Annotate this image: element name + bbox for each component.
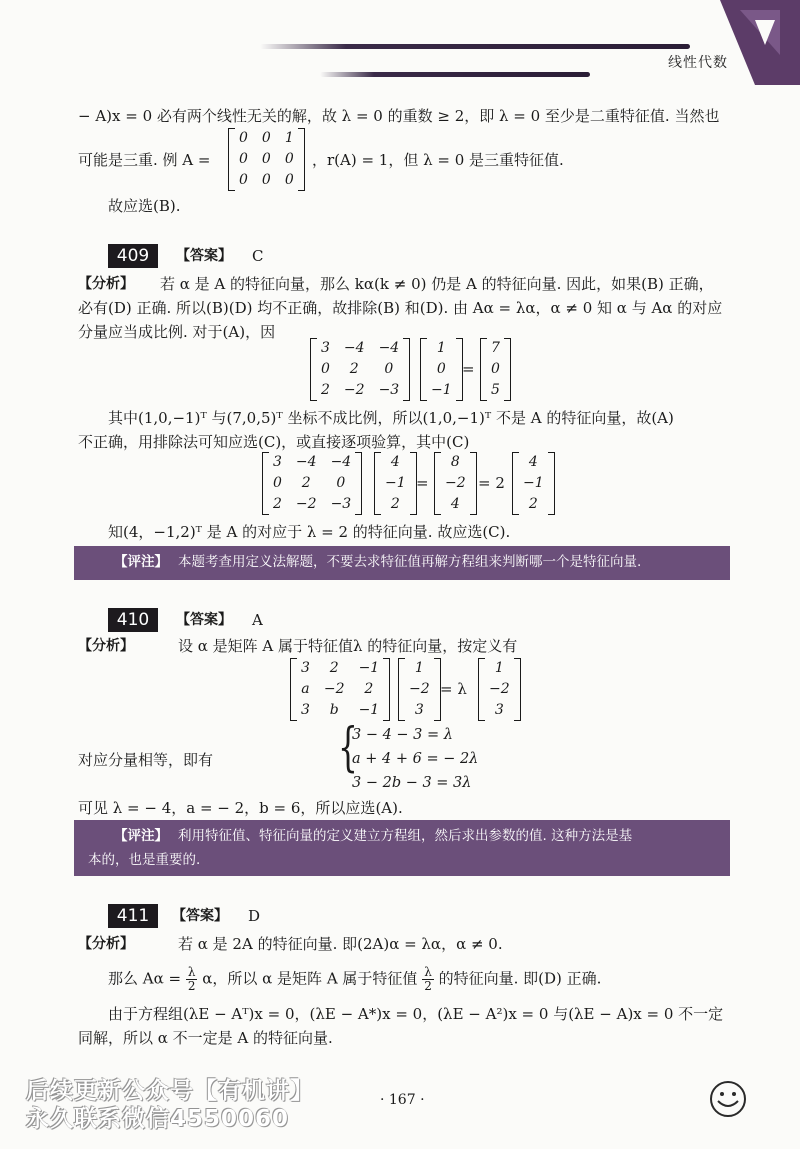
matrix-cell: 4 xyxy=(450,496,460,512)
header-rule-1 xyxy=(260,44,690,49)
text-segment: 那么 Aα = xyxy=(108,969,182,988)
matrix-cell: 4 xyxy=(390,454,400,470)
matrix-cells xyxy=(487,338,504,401)
header-rule-2 xyxy=(320,72,590,77)
matrix-cell: 0 xyxy=(491,361,500,377)
matrix-cell: −2 xyxy=(445,475,466,491)
matrix-cell: 0 xyxy=(261,130,271,146)
matrix-cell: 0 xyxy=(284,172,294,188)
comment-tag: 【评注】 xyxy=(114,554,168,570)
equation: a + 4 + 6 = − 2λ xyxy=(352,751,479,767)
matrix-cell: −3 xyxy=(330,496,352,512)
bracket-left xyxy=(512,452,519,515)
equals-lambda: = λ xyxy=(440,680,467,698)
vector xyxy=(512,452,555,515)
matrix-cell: 0 xyxy=(321,361,330,377)
matrix-cell: 0 xyxy=(239,151,248,167)
matrix-cells xyxy=(427,338,456,401)
left-brace: { xyxy=(338,718,358,778)
matrix-cell: 2 xyxy=(528,496,538,512)
text-line: 若 α 是 2A 的特征向量. 即(2A)α = λα，α ≠ 0. xyxy=(178,935,503,953)
text-line: 不正确，用排除法可知应选(C)，或直接逐项验算，其中(C) xyxy=(78,433,470,451)
matrix-cells xyxy=(441,452,470,515)
watermark-line: 永久联系微信4550060 xyxy=(26,1106,290,1132)
matrix-cells xyxy=(485,658,514,721)
text-line: 由于方程组(λE − Aᵀ)x = 0，(λE − A*)x = 0，(λE − A²)x = 0 与(λE − A)x = 0 不一定 xyxy=(108,1005,724,1023)
bracket-right xyxy=(504,338,511,401)
bracket-left xyxy=(310,338,317,401)
text-line: 必有(D) 正确. 所以(B)(D) 均不正确，故排除(B) 和(D). 由 Aα = λα，α ≠ 0 知 α 与 Aα 的对应 xyxy=(78,299,723,317)
matrix-cell: 2 xyxy=(390,496,400,512)
text-line: 可见 λ = − 4，a = − 2，b = 6，所以应选(A). xyxy=(78,799,403,817)
vector xyxy=(434,452,477,515)
answer-value: C xyxy=(252,247,264,265)
question-number: 411 xyxy=(108,904,158,928)
bracket-left xyxy=(480,338,487,401)
text-line: 同解，所以 α 不一定是 A 的特征向量. xyxy=(78,1029,333,1047)
matrix-cell: 0 xyxy=(284,151,294,167)
matrix-cells xyxy=(235,128,298,191)
answer-tag: 【答案】 xyxy=(176,612,232,628)
matrix-cell: 2 xyxy=(301,475,311,491)
subject-title: 线性代数 xyxy=(668,55,728,71)
matrix-cell: −4 xyxy=(378,340,400,356)
matrix-cell: 0 xyxy=(273,475,282,491)
text-segment: α，所以 α 是矩阵 A 属于特征值 xyxy=(202,969,418,988)
bracket-right xyxy=(383,658,390,721)
bracket-left xyxy=(262,452,269,515)
matrix-cell: 2 xyxy=(329,660,339,676)
text-line: 若 α 是 A 的特征向量，那么 kα(k ≠ 0) 仍是 A 的特征向量. 因此，如果(B) 正确， xyxy=(160,275,714,293)
answer-value: D xyxy=(248,907,261,925)
matrix-cell: −2 xyxy=(343,382,365,398)
matrix-cells xyxy=(405,658,434,721)
question-number: 409 xyxy=(108,244,158,268)
vector xyxy=(398,658,441,721)
corner-logo-icon xyxy=(700,0,800,85)
matrix-cell: −4 xyxy=(343,340,365,356)
matrix-cell: 2 xyxy=(349,361,359,377)
comment-text: 本的，也是重要的. xyxy=(88,852,201,868)
matrix-cell: 2 xyxy=(321,382,330,398)
matrix xyxy=(290,658,390,721)
matrix-cell: 0 xyxy=(384,361,394,377)
equals-sign: = xyxy=(416,474,429,492)
answer-value: A xyxy=(252,611,263,629)
bracket-left xyxy=(228,128,235,191)
matrix-cell: −2 xyxy=(323,681,345,697)
matrix-cell: 0 xyxy=(336,475,346,491)
text-line: 分量应当成比例. 对于(A)，因 xyxy=(78,323,276,341)
bracket-left xyxy=(420,338,427,401)
question-number: 410 xyxy=(108,608,158,632)
watermark-line: 后续更新公众号【有机讲】 xyxy=(26,1078,314,1104)
matrix-cell: 5 xyxy=(491,382,500,398)
bracket-right xyxy=(514,658,521,721)
matrix-cell: −2 xyxy=(295,496,317,512)
analysis-tag: 【分析】 xyxy=(78,276,134,292)
matrix-cell: 1 xyxy=(284,130,294,146)
analysis-tag: 【分析】 xyxy=(78,936,134,952)
matrix-cell: 1 xyxy=(494,660,504,676)
bracket-right xyxy=(470,452,477,515)
text-line: 其中(1,0,−1)ᵀ 与(7,0,5)ᵀ 坐标不成比例，所以(1,0,−1)ᵀ 不是 A 的特征向量，故(A) xyxy=(108,409,674,427)
text-line xyxy=(108,966,601,993)
matrix-cell: 0 xyxy=(261,172,271,188)
matrix-cell: 3 xyxy=(494,702,504,718)
matrix-cells xyxy=(519,452,548,515)
matrix-cells xyxy=(381,452,410,515)
analysis-tag: 【分析】 xyxy=(78,638,134,654)
equals-sign: = xyxy=(462,360,475,378)
text-line: − A)x = 0 必有两个线性无关的解，故 λ = 0 的重数 ≥ 2，即 λ = 0 至少是二重特征值. 当然也 xyxy=(78,107,720,125)
matrix-cell: −3 xyxy=(378,382,400,398)
page-number: · 167 · xyxy=(380,1092,425,1108)
matrix-cell: −4 xyxy=(295,454,317,470)
matrix-cell: 3 xyxy=(414,702,424,718)
matrix-cells xyxy=(297,658,383,721)
bracket-left xyxy=(478,658,485,721)
matrix-cell: 2 xyxy=(364,681,374,697)
matrix-cell: −4 xyxy=(330,454,352,470)
matrix-cell: 3 xyxy=(273,454,282,470)
matrix-cell: −2 xyxy=(489,681,510,697)
comment-box xyxy=(74,546,730,580)
matrix-cells xyxy=(269,452,355,515)
equals-two: = 2 xyxy=(478,474,505,492)
matrix-cell: −2 xyxy=(409,681,430,697)
matrix xyxy=(310,338,410,401)
matrix-cell: 3 xyxy=(321,340,330,356)
matrix-cell: 4 xyxy=(528,454,538,470)
text-line: 故应选(B). xyxy=(108,197,181,215)
matrix-cell: −1 xyxy=(431,382,452,398)
text-line: 知(4，−1,2)ᵀ 是 A 的对应于 λ = 2 的特征向量. 故应选(C). xyxy=(108,523,511,541)
vector xyxy=(374,452,417,515)
equation: 3 − 4 − 3 = λ xyxy=(352,727,453,743)
matrix-cell: 3 xyxy=(301,660,310,676)
vector xyxy=(420,338,463,401)
text-line: ，r(A) = 1，但 λ = 0 是三重特征值. xyxy=(312,151,564,169)
bracket-left xyxy=(374,452,381,515)
vector xyxy=(480,338,511,401)
bracket-right xyxy=(548,452,555,515)
bracket-right xyxy=(403,338,410,401)
bracket-right xyxy=(355,452,362,515)
matrix-cell: 7 xyxy=(491,340,500,356)
comment-tag: 【评注】 xyxy=(114,828,168,844)
fraction: $\frac{\lambda}{2}$ xyxy=(187,965,196,993)
bracket-right xyxy=(298,128,305,191)
equation: 3 − 2b − 3 = 3λ xyxy=(352,775,472,791)
matrix-cell: 1 xyxy=(436,340,446,356)
matrix-cell: 1 xyxy=(414,660,424,676)
bracket-left xyxy=(290,658,297,721)
matrix-cell: 0 xyxy=(239,130,248,146)
matrix-cell: a xyxy=(301,681,310,697)
answer-tag: 【答案】 xyxy=(172,908,228,924)
matrix-cell: b xyxy=(329,702,339,718)
comment-text: 本题考查用定义法解题，不要去求特征值再解方程组来判断哪一个是特征向量. xyxy=(178,554,642,570)
text-segment: 的特征向量. 即(D) 正确. xyxy=(438,969,602,988)
matrix-cell: 2 xyxy=(273,496,282,512)
matrix-cell: −1 xyxy=(385,475,406,491)
matrix-cell: 0 xyxy=(436,361,446,377)
matrix-cells xyxy=(317,338,403,401)
matrix-cell: 8 xyxy=(450,454,460,470)
text-line: 可能是三重. 例 A = xyxy=(78,151,211,169)
comment-text: 利用特征值、特征向量的定义建立方程组，然后求出参数的值. 这种方法是基 xyxy=(178,828,633,844)
bracket-left xyxy=(434,452,441,515)
fraction: $\frac{\lambda}{2}$ xyxy=(424,965,432,993)
matrix xyxy=(262,452,362,515)
matrix-cell: 0 xyxy=(261,151,271,167)
bracket-left xyxy=(398,658,405,721)
matrix-cell: 0 xyxy=(239,172,248,188)
matrix-cell: −1 xyxy=(523,475,544,491)
comment-box xyxy=(74,820,730,876)
matrix-cell: 3 xyxy=(301,702,310,718)
text-line: 设 α 是矩阵 A 属于特征值λ 的特征向量，按定义有 xyxy=(178,637,518,655)
answer-tag: 【答案】 xyxy=(176,248,232,264)
smiley-icon xyxy=(706,1079,750,1119)
matrix xyxy=(228,128,305,191)
vector xyxy=(478,658,521,721)
matrix-cell: −1 xyxy=(358,702,380,718)
matrix-cell: −1 xyxy=(358,660,380,676)
text-line: 对应分量相等，即有 xyxy=(78,751,214,769)
